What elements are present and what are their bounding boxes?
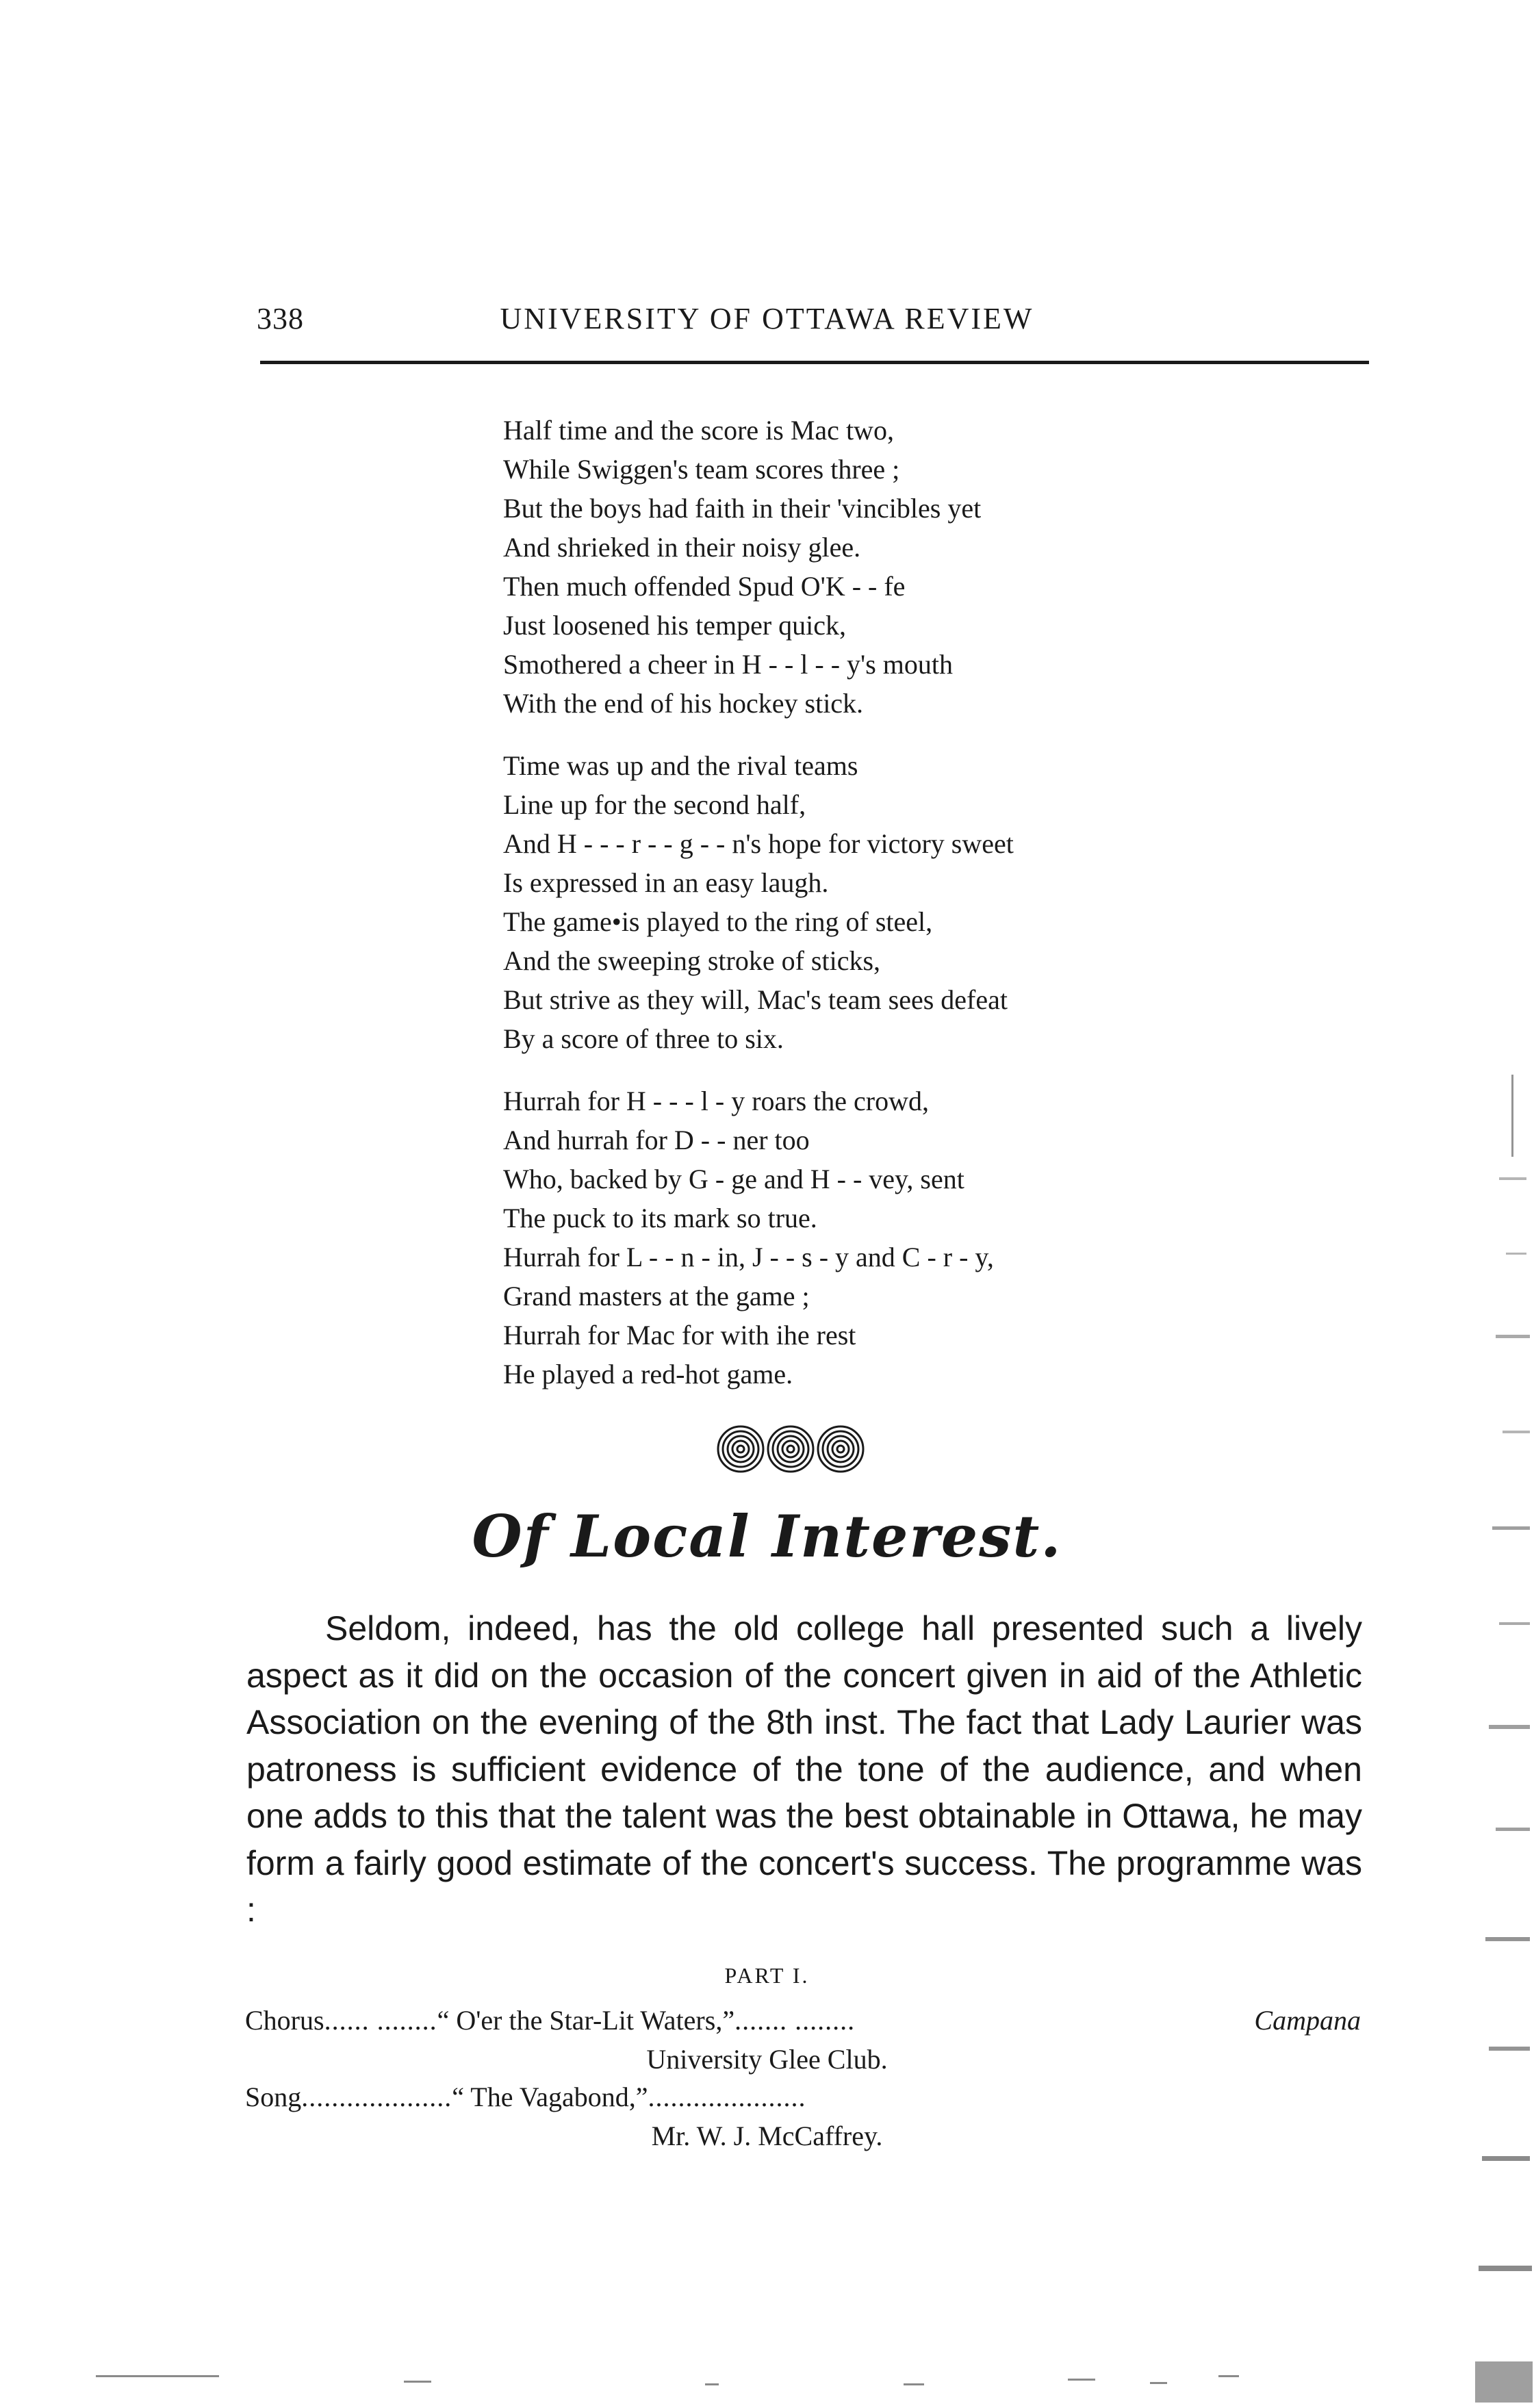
programme-item-type: Chorus [245, 2005, 324, 2036]
article-paragraph: Seldom, indeed, has the old college hall presented such a lively aspect as it did on the occasion of the concert given in aid of the Athletic Association on the evening of the 8th inst. The fact that Lady Laurier was patroness is sufficient evidence of the tone of the audience, and when one adds to this that the talent was the best obtainable in Ottawa, he may form a fairly good estimate of the concert's success. The programme was : [246, 1609, 1362, 1929]
poem-line: By a score of three to six. [503, 1023, 784, 1054]
dot-leader: ..................... [648, 2082, 806, 2112]
dot-leader: ....... ........ [734, 2005, 856, 2036]
poem-line: While Swiggen's team scores three ; [503, 454, 900, 485]
dot-leader: .................... [301, 2082, 452, 2112]
programme-item-title: “ O'er the Star-Lit Waters,” [437, 2005, 735, 2036]
programme-item-performer: Mr. W. J. McCaffrey. [651, 2121, 883, 2151]
poem-line: Hurrah for Mac for with ihe rest [503, 1320, 856, 1350]
poem-line: Smothered a cheer in H - - l - - y's mouth [503, 649, 954, 680]
programme-item [245, 2004, 1361, 2036]
poem-line: Just loosened his temper quick, [503, 610, 847, 641]
programme-item [245, 2081, 1361, 2113]
scan-bottom-noise [0, 2307, 1534, 2408]
poem-stanza [503, 1081, 1325, 1394]
scan-edge-speckle [1458, 1075, 1534, 2408]
poem-line: And the sweeping stroke of sticks, [503, 945, 881, 976]
poem-line: Half time and the score is Mac two, [503, 415, 894, 446]
poem-line: But the boys had faith in their 'vincibles yet [503, 493, 982, 524]
poem-stanza [503, 411, 1325, 723]
dot-leader: ...... ........ [324, 2005, 437, 2036]
running-title: UNIVERSITY OF OTTAWA REVIEW [500, 302, 1034, 335]
programme-item-title: “ The Vagabond,” [452, 2082, 648, 2112]
programme-item-performer: University Glee Club. [646, 2044, 888, 2075]
poem-stanza [503, 746, 1325, 1058]
poem-line: The puck to its mark so true. [503, 1203, 817, 1233]
poem-line: And H - - - r - - g - - n's hope for victory sweet [503, 828, 1014, 859]
header-rule [260, 361, 1369, 364]
poem-line: Hurrah for L - - n - in, J - - s - y and C - r - y, [503, 1242, 994, 1272]
poem-line: Then much offended Spud O'K - - fe [503, 571, 906, 602]
poem-line: With the end of his hockey stick. [503, 688, 864, 719]
page-number: 338 [257, 302, 304, 335]
poem-line: Hurrah for H - - - l - y roars the crowd, [503, 1086, 929, 1116]
programme-item-type: Song [245, 2082, 302, 2112]
poem-line: The game•is played to the ring of steel, [503, 906, 933, 937]
poem-line: Line up for the second half, [503, 789, 806, 820]
poem-line: And hurrah for D - - ner too [503, 1125, 810, 1155]
poem [503, 411, 1325, 1417]
section-heading: Of Local Interest. [472, 1502, 1062, 1570]
spiral-ornament-icon [715, 1422, 866, 1476]
programme-item-composer: Campana [1254, 2005, 1361, 2036]
programme-part-label: PART I. [724, 1963, 810, 1988]
poem-line: But strive as they will, Mac's team sees defeat [503, 984, 1008, 1015]
poem-line: Grand masters at the game ; [503, 1281, 810, 1311]
poem-line: Is expressed in an easy laugh. [503, 867, 829, 898]
poem-line: Who, backed by G - ge and H - - vey, sent [503, 1164, 964, 1194]
poem-line: And shrieked in their noisy glee. [503, 532, 861, 563]
poem-line: He played a red-hot game. [503, 1359, 793, 1389]
poem-line: Time was up and the rival teams [503, 750, 858, 781]
